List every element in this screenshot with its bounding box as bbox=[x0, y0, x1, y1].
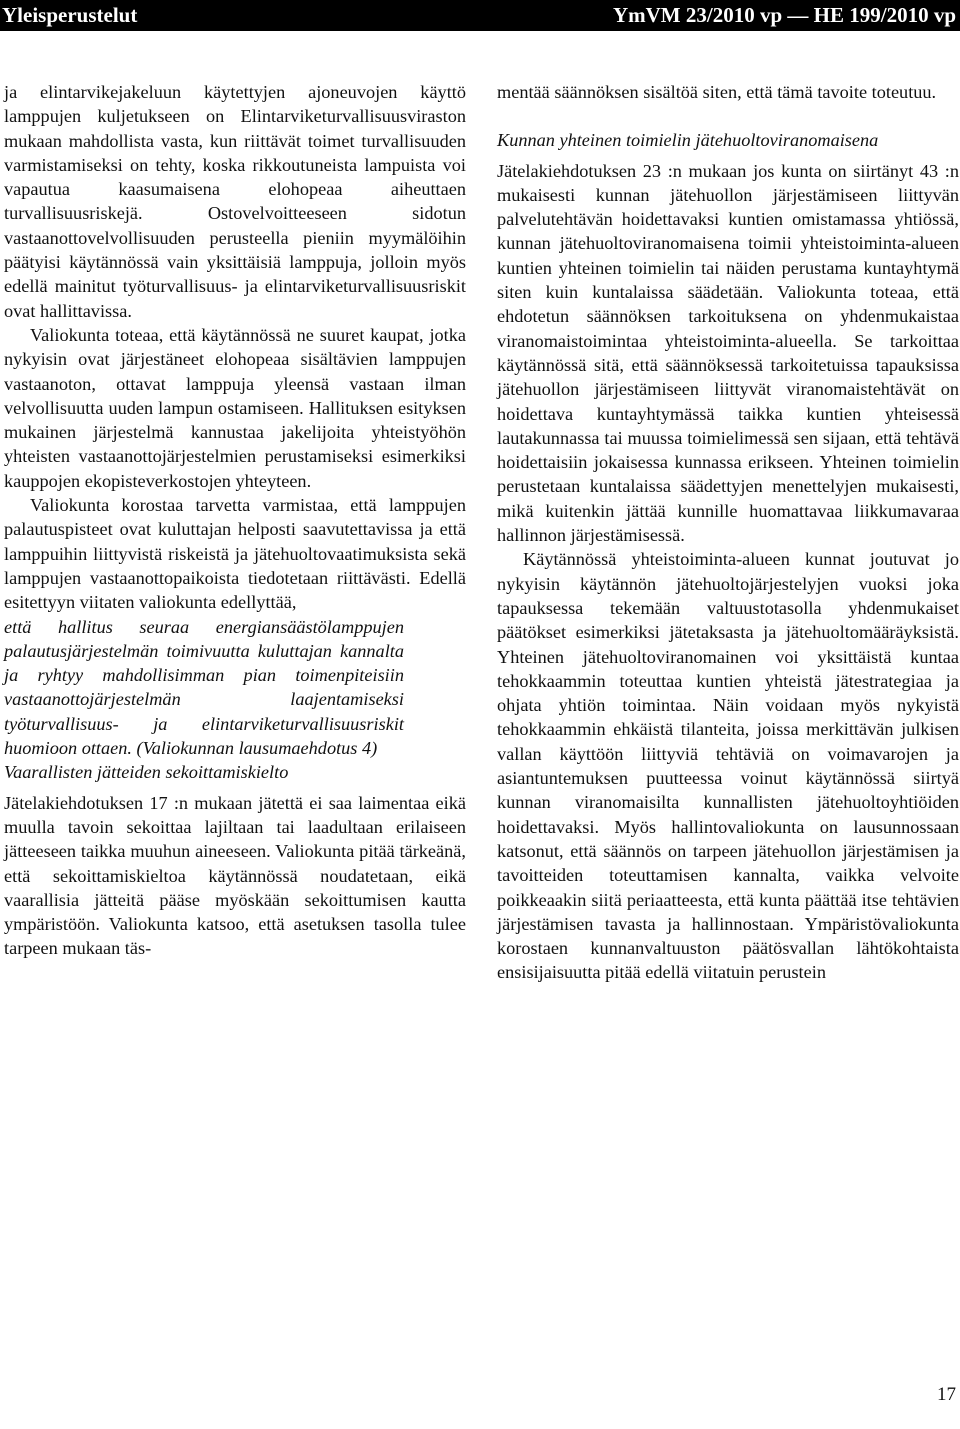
left-column bbox=[4, 80, 466, 961]
paragraph: mentää säännöksen sisältöä siten, että tämä tavoite toteutuu. bbox=[497, 82, 937, 102]
section-heading: Kunnan yhteinen toimielin jätehuoltoviranomaisena bbox=[497, 130, 879, 151]
paragraph: Valiokunta toteaa, että käytännössä ne suuret kaupat, jotka nykyisin ovat järjestäneet elohopeaa sisältävien lamppujen vastaanoton, ottavat lamppuja yleensä vastaan ilman velvollisuutta uuden lampun ostamiseen. Hallituksen esityksen mukainen järjestelmä kannustaa jakelijoita yhteistyöhön yhteisten vastaanottojärjestelmien perustamiseksi esimerkiksi kauppojen ekopisteverkostojen yhteyteen. bbox=[4, 324, 466, 491]
page-number: 17 bbox=[937, 1384, 956, 1405]
header-document-id: YmVM 23/2010 vp — HE 199/2010 vp bbox=[612, 3, 956, 27]
paragraph: Jätelakiehdotuksen 17 :n mukaan jätettä ei saa laimentaa eikä muulla tavoin sekoittaa lajiltaan tai laadultaan erilaiseen jätteeseen taikka muuhun aineeseen. Valiokunta pitää tärkeänä, että sekoittamiskieltoa käytännössä noudatetaan, eikä vaarallisia jätteitä pääse myöskään sekoittumisen kautta ympäristöön. Valiokunta katsoo, että asetuksen tasolla tulee tarpeen mukaan täs- bbox=[4, 792, 466, 959]
paragraph: Jätelakiehdotuksen 23 :n mukaan jos kunta on siirtänyt 43 :n mukaisesti kunnan jätehuollon järjestämiseen liittyvän palvelutehtävän hoidettavaksi kuntien omistamassa yhtiössä, kunnan jätehuoltoviranomaisena toimii yhteistoiminta-alueen kuntien yhteinen toimielin tai näiden perustama kuntayhtymä siten kuin kuntalaissa säädetään. Valiokunta toteaa, että ehdotetun säännöksen tarkoituksena on yhdenmukaistaa viranomaistoimintaa yhteistoiminta-alueella. Se tarkoittaa käytännössä sitä, että säännöksessä tarkoitetuissa tapauksissa jätehuollon järjestämiseen liittyvät viranomaistehtävät on hoidettava kuntayhtymässä taikka kuntien yhteisessä lautakunnassa tai muussa toimielimessä sen sijaan, että tehtävä hoidettaisiin jokaisessa kunnassa erikseen. Yhteinen toimielin perustetaan kuntalaissa säädettyjen menettelyjen mukaisesti, mikä kuitenkin jättää kunnille huomattavaa liikkumavaraa hallinnon järjestämisessä. bbox=[497, 160, 959, 546]
statement-proposal: että hallitus seuraa energiansäästölamppujen palautusjärjestelmän toimivuutta kuluttajan kannalta ja ryhtyy mahdollisimman pian toimenpiteisiin vastaanottojärjestelmän laajentamiseksi työturvallisuus- ja elintarviketurvallisuusriskit huomioon ottaen. (Valiokunnan lausumaehdotus 4) bbox=[4, 616, 404, 759]
paragraph: Käytännössä yhteistoiminta-alueen kunnat joutuvat jo nykyisin käytännön jätehuoltojärjestelyjen vuoksi joka tapauksessa tekemään valtuustotasolla yhdenmukaiset päätökset esimerkiksi jätetaksasta ja jätehuoltomääräyksistä. Yhteinen jätehuoltoviranomainen voi yksittäistä kuntaa tehokkaammin toteuttaa kuntien yhteistä jätestrategiaa ja ohjata yhtiön toimintaa. Näin voidaan myös nykyistä tehokkaammin ehkäistä tilanteita, joissa merkittävän julkisen vallan käyttöön liittyviä tehtäviä on voimavarojen ja asiantuntemuksen puutteessa voinut käytännössä siirtyä kunnan viranomaisilta kunnallisten jätehuoltoyhtiöiden hoidettavaksi. Myös hallintovaliokunta on lausunnossaan katsonut, että säännös on tarpeen jätehuollon järjestämisen ja tavoitteiden toteuttamisen kannalta, vaikka velvoite poikkeaakin siitä periaatteesta, että kunta päättää itse tehtävien järjestämisen tavasta ja hallinnostaan. Ympäristövaliokunta korostaen kunnanvaltuuston päätösvallan lähtökohtaista ensisijaisuutta pitää edellä viitatuin perustein bbox=[497, 549, 959, 983]
paragraph: ja elintarvikejakeluun käytettyjen ajoneuvojen käyttö lamppujen kuljetukseen on Elintarviketurvallisuusviraston mukaan mahdollista vasta, kun riittävät toimet turvallisuuden varmistamiseksi on tehty, koska rikkoutuneista lampuista voi vapautua kaasumaisena elohopeaa aiheuttaen turvallisuusriskejä. Ostovelvoitteeseen sidotun vastaanottovelvollisuuden perusteella pieniin myymälöihin päätyisi käytännössä vain yksittäisiä lamppuja, jolloin myös edellä mainitut työturvallisuus- ja elintarviketurvallisuusriskit ovat hallittavissa. bbox=[4, 82, 466, 321]
right-column bbox=[497, 80, 959, 985]
section-heading: Vaarallisten jätteiden sekoittamiskielto bbox=[4, 762, 289, 783]
header-section-title: Yleisperustelut bbox=[2, 3, 138, 27]
running-header bbox=[0, 0, 960, 31]
paragraph: Valiokunta korostaa tarvetta varmistaa, että lamppujen palautuspisteet ovat kuluttajan helposti saavutettavissa ja että lamppuihin liittyvistä riskeistä ja jätehuoltovaatimuksista sekä lamppujen vastaanottopaikoista tiedotetaan riittävästi. Edellä esitettyyn viitaten valiokunta edellyttää, bbox=[4, 495, 466, 613]
